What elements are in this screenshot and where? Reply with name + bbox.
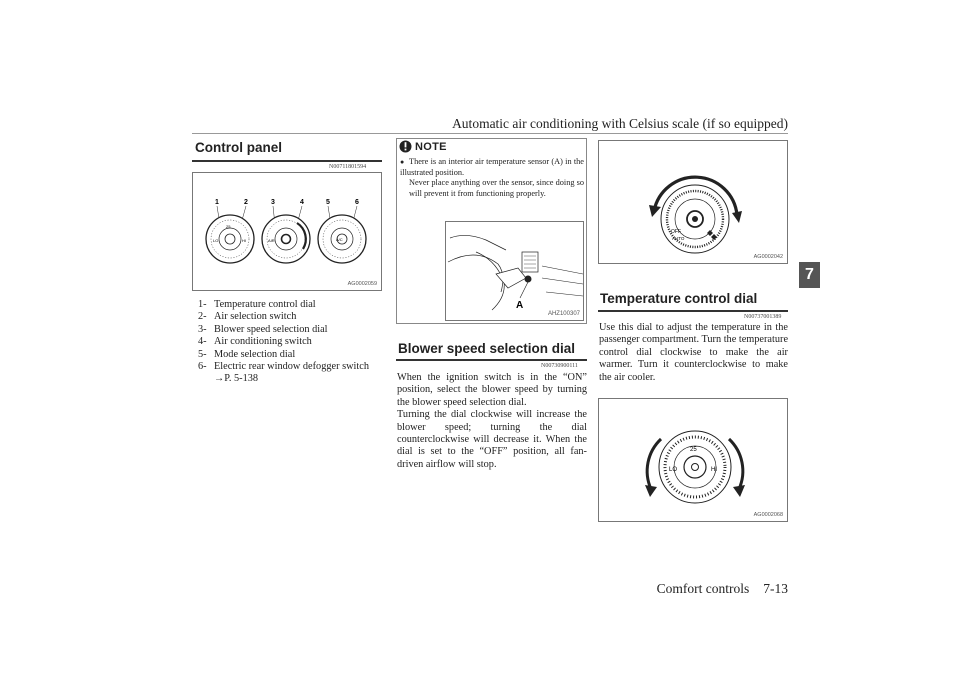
control-panel-figure [192,172,382,291]
temperature-figure-label: AG0002068 [753,512,783,518]
callout-5: 5 [326,199,330,206]
callout-2: 2 [244,199,248,206]
list-item: 1- Temperature control dial [198,299,316,310]
temp-fig-lo-label: LO [669,467,678,473]
temp-fig-hi-label: HI [711,467,717,473]
blower-dial-illustration [599,141,788,264]
note-icon [399,140,412,153]
sensor-figure [445,221,584,321]
callout-1: 1 [215,199,219,206]
blower-knob [262,215,310,263]
control-panel-rule [192,160,382,162]
control-panel-title: Control panel [195,140,282,155]
callout-6: 6 [355,199,359,206]
temp-lo-label: LO [213,238,219,243]
note-box [396,138,587,324]
temp-hi-label: HI [242,238,246,243]
sensor-figure-label: AHZ100307 [547,311,580,317]
note-header [399,140,447,153]
blower-figure [598,140,788,264]
blower-text [397,372,587,471]
header-title: Automatic air conditioning with Celsius scale (if so equipped) [452,116,788,131]
temp-center-label: 25 [226,224,231,229]
temp-fig-center-label: 25 [690,447,697,453]
auto-label: AUTO [672,236,685,241]
temperature-text: Use this dial to adjust the temperature in the passenger compartment. Turn the temperature control dial clockwise to make the air warmer. Turn it counterclockwise to make the air cooler. [599,322,789,383]
sensor-callout: A [516,300,524,311]
note-label: NOTE [415,140,447,153]
off-label: OFF [671,229,681,235]
blower-code: N00730900111 [541,363,578,369]
header-rule [192,133,788,134]
note-text [400,157,584,199]
footer [657,581,788,597]
callout-4: 4 [300,199,304,206]
air-label: AIR [268,238,275,243]
temperature-knob [206,215,254,263]
temperature-figure [598,398,788,522]
callout-3: 3 [271,199,275,206]
mode-knob [318,215,366,263]
temperature-title: Temperature control dial [600,291,758,306]
blower-para-1: When the ignition switch is in the “ON” position, select the blower speed by turning the blower speed selection dial. [397,372,587,408]
sensor-illustration [446,222,584,321]
list-item: 4- Air conditioning switch [198,336,312,348]
control-panel-figure-label: AG0002059 [347,281,377,287]
control-panel-list [198,299,381,386]
note-line-2: Never place anything over the sensor, since doing so will prevent it from functioning properly. [409,178,584,198]
list-item: 3- Blower speed selection dial [198,323,328,335]
blower-para-2: Turning the dial clockwise will increase the blower speed; turning the dial counterclockwise will decrease it. When the dial is set to the “OFF” position, all fan-driven airflow will stop. [397,409,587,470]
control-panel-illustration [193,173,382,291]
item6-page-reference: →P. 5-138 [214,373,259,385]
blower-rule [396,359,587,361]
blower-figure-label: AG0002042 [753,254,783,260]
chapter-tab: 7 [799,262,820,288]
note-line-1: There is an interior air temperature sensor (A) in the illustrated position. [400,157,584,177]
list-item: 5- Mode selection dial [198,348,296,360]
bullet-icon: ● [400,158,405,166]
blower-title: Blower speed selection dial [398,341,576,356]
list-item: 2- Air selection switch [198,311,297,323]
footer-page-number: 7-13 [763,581,788,596]
control-panel-code: N00711801594 [329,164,367,170]
footer-section: Comfort controls [656,581,750,596]
temperature-code: N00737001389 [744,314,782,320]
temperature-dial-illustration [599,399,788,522]
list-item: 6- Electric rear window defogger switch [198,361,369,373]
temperature-rule [598,310,788,312]
ac-label: A/C [336,237,343,242]
